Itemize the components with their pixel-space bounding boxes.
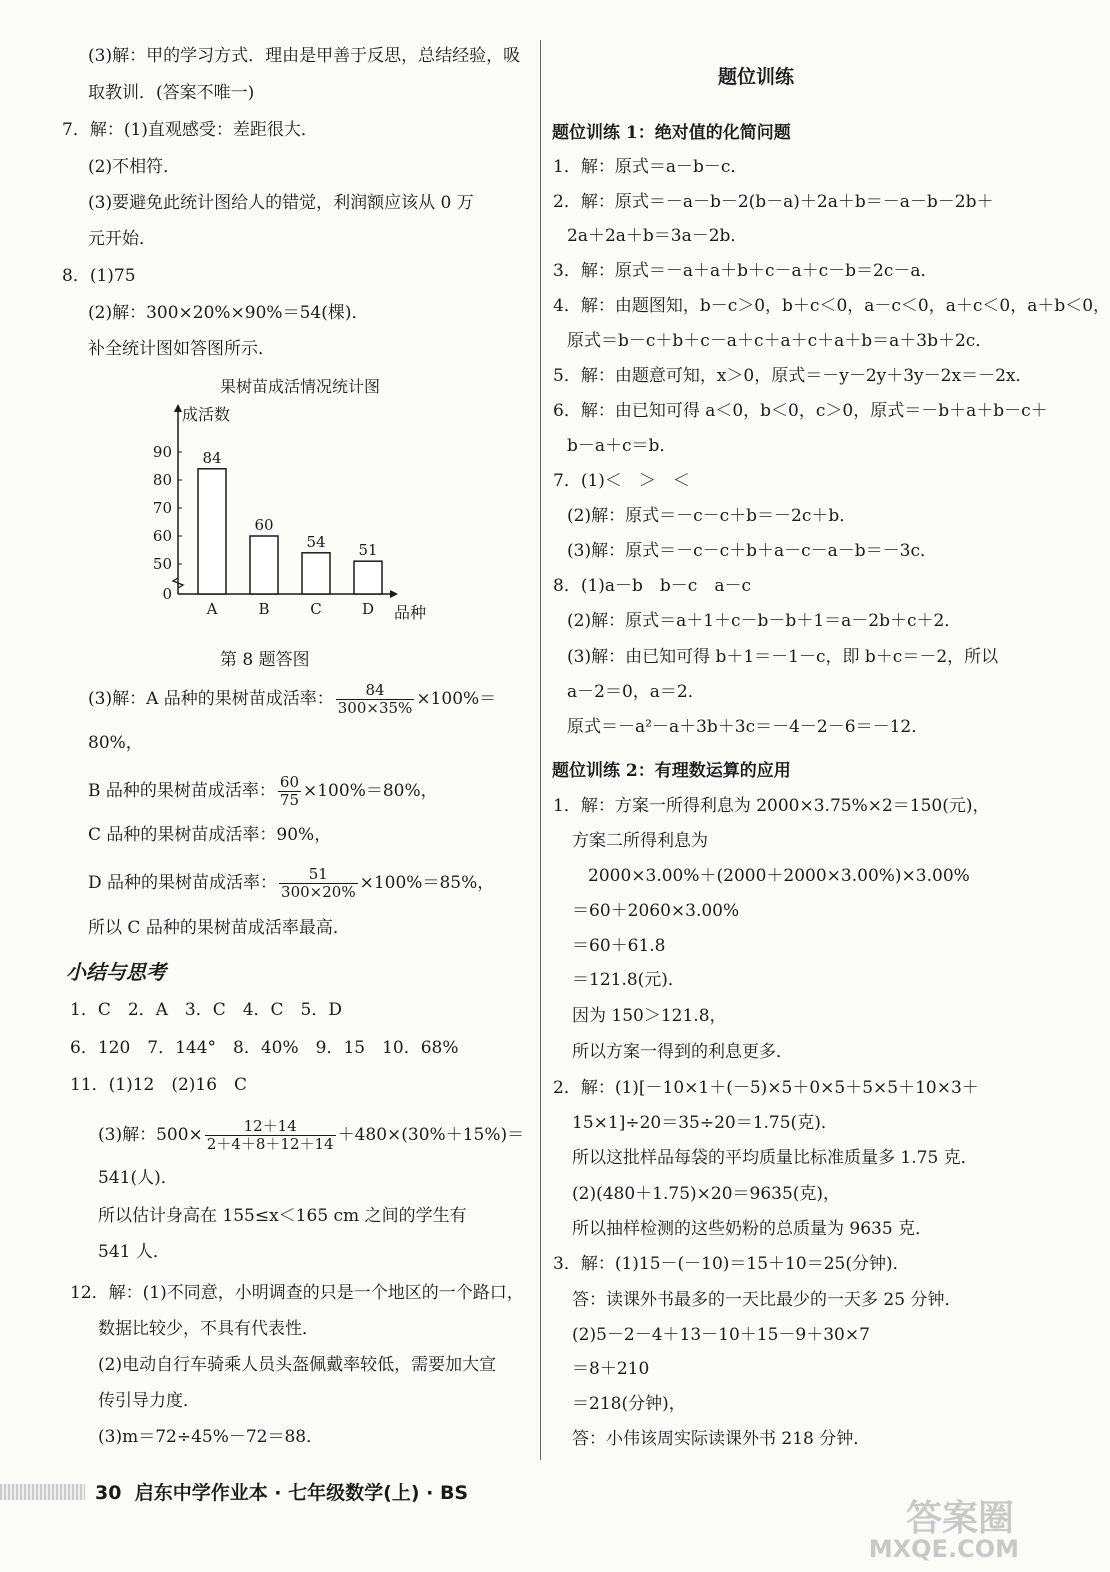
bar-value-label: 84 [202,448,222,467]
y-tick-label: 70 [152,499,172,517]
text-line: (3)解：500× $\frac{12+14}{2+4+8+12+14}$ ＋480×(30%＋15%)＝ [98,1117,525,1153]
text-line: D 品种的果树苗成活率： $\frac{51}{300\times 20\%}$ ×100%＝85%， [88,865,495,901]
text-line: 所以 C 品种的果树苗成活率最高． [88,918,350,938]
x-tick-label: A [206,600,218,618]
text-line: 原式＝－a²－a＋3b＋3c＝－4－2－6＝－12． [567,717,929,737]
text-line: 所以方案一得到的利息更多． [572,1042,793,1062]
text-line: 传引导力度． [98,1391,200,1411]
text-line: (3)解：甲的学习方式．理由是甲善于反思，总结经验，吸 [88,46,521,66]
text-line: ＝60＋61.8 [572,936,666,956]
bar-value-label: 51 [358,541,378,560]
text-line: (2)解：原式＝a＋1＋c－b－b＋1＝a－2b＋c＋2． [567,611,962,631]
text-line: 8．(1)75 [62,266,136,286]
text-line: B 品种的果树苗成活率： $\frac{60}{75}$ ×100%＝80%， [88,773,438,809]
text-line: (2)电动自行车骑乘人员头盔佩戴率较低，需要加大宣 [98,1355,497,1375]
section-title: 小结与思考 [66,960,166,984]
text-line: 1．C 2．A 3．C 4．C 5．D [70,1000,343,1020]
text-line: 541 人． [98,1242,170,1262]
text-line: 元开始． [88,229,156,249]
text-line: (3)要避免此统计图给人的错觉，利润额应该从 0 万 [88,193,474,213]
bar-value-label: 60 [254,516,274,534]
y-tick-label: 60 [152,527,172,545]
x-axis-label: 品种 [394,603,427,622]
text-line: 11．(1)12 (2)16 C [70,1075,248,1095]
text-line: 方案二所得利息为 [572,831,708,851]
section-heading: 题位训练 1：绝对值的化简问题 [552,123,791,143]
footer-strip [0,1484,85,1500]
chart-caption: 第 8 题答图 [220,650,310,670]
text-line: (3)解：由已知可得 b＋1＝－1－c，即 b＋c＝－2，所以 [567,647,999,667]
text-line: 3．解：(1)15－(－10)＝15＋10＝25(分钟)． [553,1254,910,1274]
text-line: (2)不相符． [88,157,181,177]
text-line: 4．解：由题图知，b－c＞0，b＋c＜0，a－c＜0，a＋c＜0，a＋b＜0， [553,296,1110,316]
x-axis-arrow [390,590,398,598]
text-line: ＝218(分钟)， [572,1394,686,1414]
text-line: 15×1]÷20＝35÷20＝1.75(克)． [572,1113,838,1133]
text-line: 答：小伟该周实际读课外书 218 分钟． [572,1429,871,1449]
x-tick-label: C [310,600,322,618]
text-line: (2)5－2－4＋13－10＋15－9＋30×7 [572,1325,870,1345]
text-line: a－2＝0，a＝2． [567,682,705,702]
text-line: 1．解：方案一所得利息为 2000×3.75%×2＝150(元)， [553,796,990,816]
watermark-logo: 答案圈 [905,1498,1014,1539]
watermark-site: MXQE.COM [868,1535,1019,1563]
text-line: 7．解：(1)直观感受：差距很大． [62,120,318,140]
bar-b [250,536,278,594]
text-line: C 品种的果树苗成活率：90%， [88,825,332,845]
text-line: 2．解：(1)[－10×1＋(－5)×5＋0×5＋5×5＋10×3＋ [553,1078,979,1098]
text-line: 6．120 7．144° 8．40% 9．15 10．68% [70,1038,459,1058]
x-tick-label: D [361,600,375,618]
x-tick-label: B [258,600,270,618]
chart-title: 果树苗成活情况统计图 [219,377,381,396]
text-line: 2000×3.00%＋(2000＋2000×3.00%)×3.00% [588,866,970,886]
text-line: 因为 150＞121.8， [572,1006,727,1026]
bar-c [302,553,330,594]
text-line: 8．(1)a－b b－c a－c [553,576,751,596]
text-line: ＝60＋2060×3.00% [572,901,740,921]
y-tick-label: 80 [152,471,172,489]
y-tick-label: 0 [162,585,172,603]
page-footer [95,1478,468,1505]
text-line: 12．解：(1)不同意，小明调查的只是一个地区的一个路口， [70,1283,524,1303]
text-line: (2)解：300×20%×90%＝54(棵)． [88,303,369,323]
book-title: 启东中学作业本 · 七年级数学(上) · BS [134,1482,469,1504]
text-line: 1．解：原式＝a－b－c． [553,157,748,177]
text-line: (2)(480＋1.75)×20＝9635(克)， [572,1184,841,1204]
section-heading: 题位训练 2：有理数运算的应用 [552,761,791,781]
text-line: (3)解：A 品种的果树苗成活率： $\frac{84}{300\times 35\%}$ ×100%＝ [88,681,497,717]
text-line: 所以抽样检测的这些奶粉的总质量为 9635 克． [572,1219,933,1239]
text-line: 541(人)． [98,1168,178,1188]
text-line: (3)解：原式＝－c－c＋b＋a－c－a－b＝－3c． [567,541,938,561]
text-line: 5．解：由题意可知，x＞0，原式＝－y－2y＋3y－2x＝－2x． [553,366,1033,386]
text-line: (3)m＝72÷45%－72＝88． [98,1427,324,1447]
text-line: 数据比较少，不具有代表性． [98,1319,319,1339]
text-line: 7．(1)＜ ＞ ＜ [553,471,690,491]
text-line: b－a＋c＝b． [567,436,677,456]
y-axis-arrow [174,404,182,412]
bar-value-label: 54 [306,532,326,551]
text-line: 3．解：原式＝－a＋a＋b＋c－a＋c－b＝2c－a． [553,261,938,281]
text-line: 所以估计身高在 155≤x＜165 cm 之间的学生有 [98,1206,467,1226]
text-line: 补全统计图如答图所示． [88,339,275,359]
text-line: 原式＝b－c＋b＋c－a＋c＋a＋c＋a＋b＝a＋3b＋2c． [567,331,993,351]
bar-d [354,561,382,594]
text-line: ＝121.8(元)． [572,970,685,990]
text-line: 答：读课外书最多的一天比最少的一天多 25 分钟． [572,1290,962,1310]
y-tick-label: 50 [152,555,172,573]
y-tick-label: 90 [152,443,172,461]
page-section-title: 题位训练 [718,66,795,88]
text-line: 80%， [88,733,143,753]
bar-a [198,469,226,594]
text-line: 2．解：原式＝－a－b－2(b－a)＋2a＋b＝－a－b－2b＋ [553,192,994,212]
text-line: 2a＋2a＋b＝3a－2b． [567,226,748,246]
y-axis-label: 成活数 [182,405,231,424]
text-line: 取教训．(答案不唯一) [88,83,255,103]
text-line: 所以这批样品每袋的平均质量比标准质量多 1.75 克． [572,1148,978,1168]
text-line: 6．解：由已知可得 a＜0，b＜0，c＞0，原式＝－b＋a＋b－c＋ [553,401,1048,421]
text-line: ＝8＋210 [572,1359,650,1379]
page-number: 30 [95,1482,122,1504]
bar-chart [140,372,440,632]
column-divider [540,40,541,1460]
text-line: (2)解：原式＝－c－c＋b＝－2c＋b． [567,506,857,526]
